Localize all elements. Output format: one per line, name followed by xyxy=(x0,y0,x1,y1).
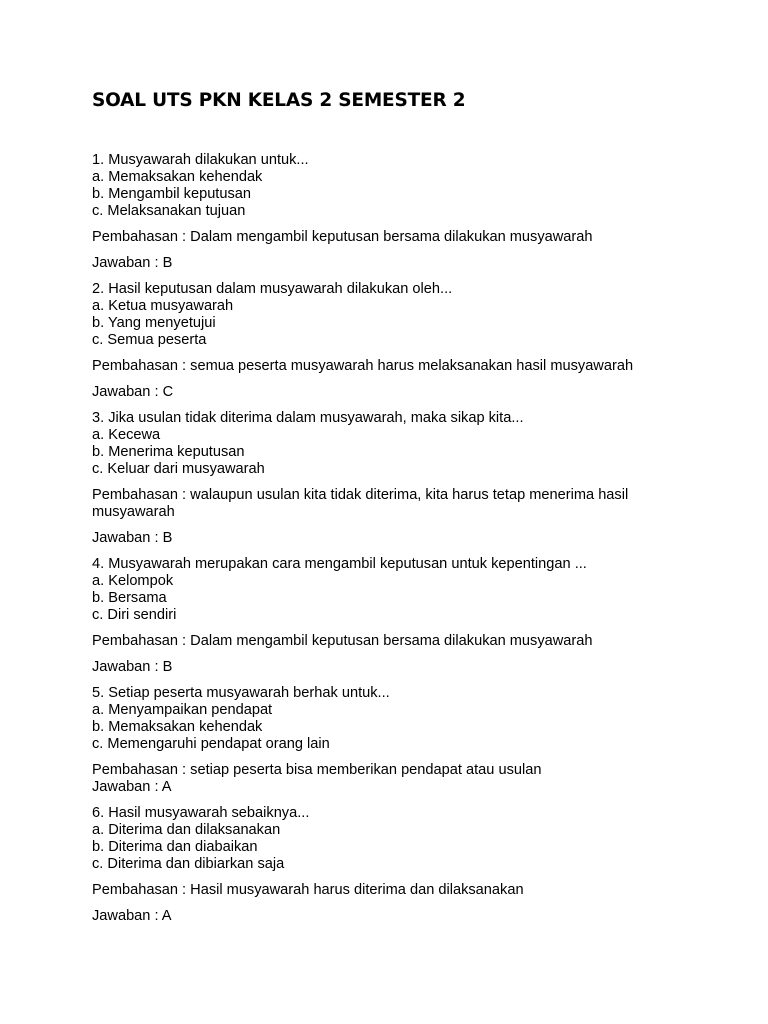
question-block-4 xyxy=(92,556,732,676)
question-block-6 xyxy=(92,805,732,925)
option-b: b. Yang menyetujui xyxy=(92,315,216,331)
pembahasan-text: Pembahasan : Dalam mengambil keputusan bersama dilakukan musyawarah xyxy=(92,633,593,649)
option-a: a. Ketua musyawarah xyxy=(92,298,234,314)
questions-list xyxy=(92,152,732,925)
question-text: 5. Setiap peserta musyawarah berhak untuk... xyxy=(92,685,390,701)
jawaban-text: Jawaban : A xyxy=(92,908,172,924)
pembahasan-text: Pembahasan : Hasil musyawarah harus diterima dan dilaksanakan xyxy=(92,882,524,898)
question-text: 6. Hasil musyawarah sebaiknya... xyxy=(92,805,310,821)
pembahasan-text xyxy=(92,487,732,521)
option-a: a. Kelompok xyxy=(92,573,174,589)
option-a: a. Kecewa xyxy=(92,427,161,443)
option-a: a. Memaksakan kehendak xyxy=(92,169,263,185)
option-c: c. Memengaruhi pendapat orang lain xyxy=(92,736,330,752)
pembahasan-text: Pembahasan : setiap peserta bisa memberikan pendapat atau usulan xyxy=(92,762,542,778)
jawaban-text: Jawaban : A xyxy=(92,779,172,795)
option-b: b. Diterima dan diabaikan xyxy=(92,839,258,855)
pembahasan-line-2: musyawarah xyxy=(92,504,175,520)
question-text: 3. Jika usulan tidak diterima dalam musyawarah, maka sikap kita... xyxy=(92,410,524,426)
option-c: c. Diterima dan dibiarkan saja xyxy=(92,856,285,872)
option-c: c. Diri sendiri xyxy=(92,607,177,623)
option-b: b. Bersama xyxy=(92,590,167,606)
question-block-3 xyxy=(92,410,732,547)
option-c: c. Keluar dari musyawarah xyxy=(92,461,265,477)
option-b: b. Menerima keputusan xyxy=(92,444,245,460)
jawaban-text: Jawaban : C xyxy=(92,384,174,400)
option-a: a. Diterima dan dilaksanakan xyxy=(92,822,281,838)
option-b: b. Memaksakan kehendak xyxy=(92,719,263,735)
pembahasan-text: Pembahasan : semua peserta musyawarah harus melaksanakan hasil musyawarah xyxy=(92,358,634,374)
question-block-2 xyxy=(92,281,732,401)
jawaban-text: Jawaban : B xyxy=(92,659,173,675)
option-c: c. Semua peserta xyxy=(92,332,207,348)
option-c: c. Melaksanakan tujuan xyxy=(92,203,246,219)
document-title: SOAL UTS PKN KELAS 2 SEMESTER 2 xyxy=(92,90,466,111)
option-a: a. Menyampaikan pendapat xyxy=(92,702,273,718)
question-block-5 xyxy=(92,685,732,796)
pembahasan-text: Pembahasan : Dalam mengambil keputusan bersama dilakukan musyawarah xyxy=(92,229,593,245)
question-text: 4. Musyawarah merupakan cara mengambil keputusan untuk kepentingan ... xyxy=(92,556,587,572)
question-text: 2. Hasil keputusan dalam musyawarah dilakukan oleh... xyxy=(92,281,453,297)
jawaban-text: Jawaban : B xyxy=(92,255,173,271)
question-text: 1. Musyawarah dilakukan untuk... xyxy=(92,152,309,168)
document-page xyxy=(92,88,732,934)
option-b: b. Mengambil keputusan xyxy=(92,186,252,202)
question-block-1 xyxy=(92,152,732,272)
jawaban-text: Jawaban : B xyxy=(92,530,173,546)
pembahasan-line-1: Pembahasan : walaupun usulan kita tidak diterima, kita harus tetap menerima hasil xyxy=(92,487,629,503)
